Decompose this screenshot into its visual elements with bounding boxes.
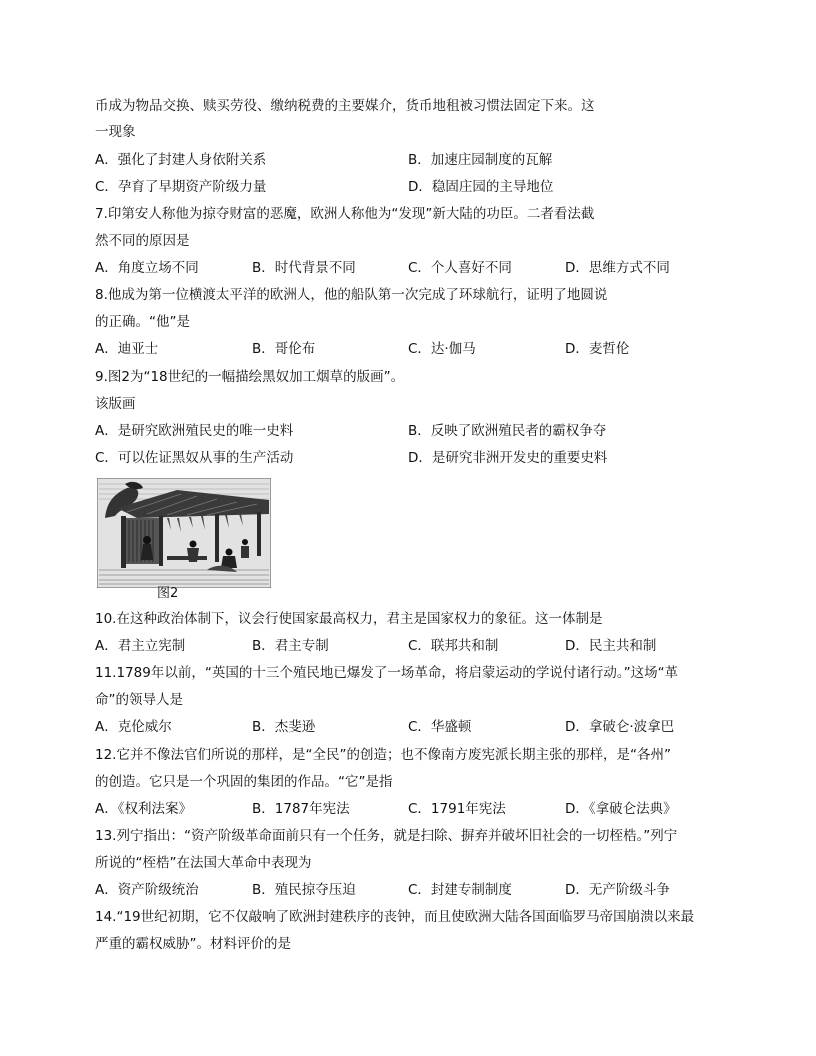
q13-option-d: D．无产阶级斗争 xyxy=(565,882,670,898)
q11-option-a: A．克伦威尔 xyxy=(95,719,172,735)
q7-options xyxy=(95,259,735,277)
q8-options xyxy=(95,340,735,358)
q7-option-d: D．思维方式不同 xyxy=(565,260,670,276)
q8-option-b: B．哥伦布 xyxy=(252,341,316,357)
q10-options xyxy=(95,637,735,655)
q14-stem-line1: 14.“19世纪初期，它不仅敲响了欧洲封建秩序的丧钟，而且使欧洲大陆各国面临罗马帝国崩溃以来最 xyxy=(95,909,695,925)
q9-stem-line2: 该版画 xyxy=(95,396,136,412)
q9-option-d: D．是研究非洲开发史的重要史料 xyxy=(408,450,608,466)
q13-option-a: A．资产阶级统治 xyxy=(95,882,199,898)
tobacco-engraving-image xyxy=(97,478,271,588)
q6-stem-line2: 一现象 xyxy=(95,124,136,140)
q8-stem-line1: 8.他成为第一位横渡太平洋的欧洲人，他的船队第一次完成了环球航行，证明了地圆说 xyxy=(95,287,608,303)
q6-option-b: B．加速庄园制度的瓦解 xyxy=(408,152,553,168)
q12-option-c: C．1791年宪法 xyxy=(408,801,506,817)
q14-stem-line2: 严重的霸权威胁”。材料评价的是 xyxy=(95,936,291,952)
q11-stem-line2: 命”的领导人是 xyxy=(95,692,183,708)
q11-option-d: D．拿破仑·波拿巴 xyxy=(565,719,675,735)
q12-option-a: A．《权利法案》 xyxy=(95,801,192,817)
q6-option-a: A．强化了封建人身依附关系 xyxy=(95,152,267,168)
q11-options xyxy=(95,718,735,736)
q13-stem-line1: 13.列宁指出：“资产阶级革命面前只有一个任务，就是扫除、摒弃并破坏旧社会的一切桎梏。”列宁 xyxy=(95,828,678,844)
q7-stem-line1: 7.印第安人称他为掠夺财富的恶魔，欧洲人称他为“发现”新大陆的功臣。二者看法截 xyxy=(95,206,595,222)
q11-stem-line1: 11.1789年以前，“英国的十三个殖民地已爆发了一场革命，将启蒙运动的学说付诸行动。”这场“革 xyxy=(95,665,679,681)
q12-options xyxy=(95,800,735,818)
q8-stem-line2: 的正确。“他”是 xyxy=(95,314,190,330)
q9-options-row1 xyxy=(95,422,735,440)
q6-stem-line1: 币成为物品交换、赎买劳役、缴纳税费的主要媒介，货币地租被习惯法固定下来。这 xyxy=(95,98,595,114)
q8-option-c: C．达·伽马 xyxy=(408,341,476,357)
q11-option-c: C．华盛顿 xyxy=(408,719,472,735)
q9-option-c: C．可以佐证黑奴从事的生产活动 xyxy=(95,450,294,466)
q6-options-row2 xyxy=(95,178,735,196)
q9-option-a: A．是研究欧洲殖民史的唯一史料 xyxy=(95,423,294,439)
q7-option-c: C．个人喜好不同 xyxy=(408,260,512,276)
q10-option-a: A．君主立宪制 xyxy=(95,638,186,654)
q12-stem-line1: 12.它并不像法官们所说的那样，是“全民”的创造；也不像南方废宪派长期主张的那样，是“各州” xyxy=(95,747,671,763)
q11-option-b: B．杰斐逊 xyxy=(252,719,316,735)
q6-option-c: C．孕育了早期资产阶级力量 xyxy=(95,179,267,195)
q12-option-d: D．《拿破仑法典》 xyxy=(565,801,677,817)
q9-option-b: B．反映了欧洲殖民者的霸权争夺 xyxy=(408,423,607,439)
q12-stem-line2: 的创造。它只是一个巩固的集团的作品。“它”是指 xyxy=(95,774,393,790)
q13-options xyxy=(95,881,735,899)
q6-option-d: D．稳固庄园的主导地位 xyxy=(408,179,554,195)
q6-options-row1 xyxy=(95,151,735,169)
q9-options-row2 xyxy=(95,449,735,467)
figure-2-caption: 图2 xyxy=(157,586,179,601)
q10-option-c: C．联邦共和制 xyxy=(408,638,499,654)
q8-option-d: D．麦哲伦 xyxy=(565,341,630,357)
q7-option-b: B．时代背景不同 xyxy=(252,260,356,276)
q13-option-c: C．封建专制制度 xyxy=(408,882,512,898)
q12-option-b: B．1787年宪法 xyxy=(252,801,350,817)
q8-option-a: A．迪亚士 xyxy=(95,341,159,357)
q9-stem-line1: 9.图2为“18世纪的一幅描绘黑奴加工烟草的版画”。 xyxy=(95,369,405,385)
q13-option-b: B．殖民掠夺压迫 xyxy=(252,882,356,898)
q10-stem-line1: 10.在这种政治体制下，议会行使国家最高权力，君主是国家权力的象征。这一体制是 xyxy=(95,611,603,627)
q13-stem-line2: 所说的“桎梏”在法国大革命中表现为 xyxy=(95,855,312,871)
q7-option-a: A．角度立场不同 xyxy=(95,260,199,276)
q10-option-b: B．君主专制 xyxy=(252,638,329,654)
q10-option-d: D．民主共和制 xyxy=(565,638,657,654)
q7-stem-line2: 然不同的原因是 xyxy=(95,233,190,249)
